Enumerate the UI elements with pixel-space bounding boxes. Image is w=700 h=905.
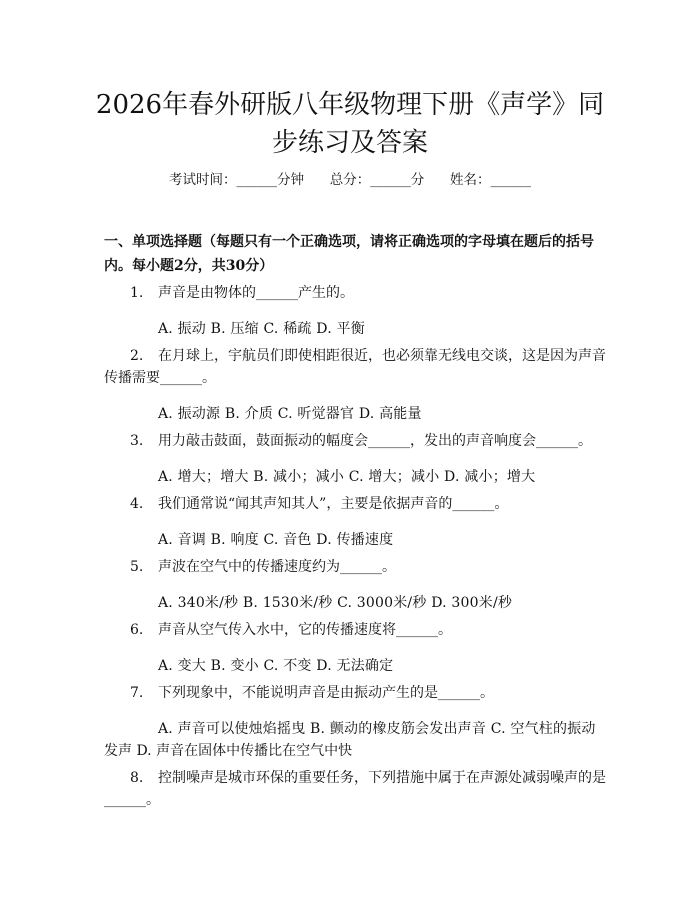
question-number: 8. <box>130 770 144 786</box>
question-number: 6. <box>130 622 144 638</box>
question-4-options: A. 音调 B. 响度 C. 音色 D. 传播速度 <box>158 532 394 548</box>
question-text: 我们通常说“闻其声知其人”，主要是依据声音的______。 <box>158 496 509 512</box>
section-heading-line1: 一、单项选择题（每题只有一个正确选项，请将正确选项的字母填在题后的括号 <box>104 234 594 250</box>
question-1-options: A. 振动 B. 压缩 C. 稀疏 D. 平衡 <box>158 321 365 337</box>
question-6-options: A. 变大 B. 变小 C. 不变 D. 无法确定 <box>158 658 394 674</box>
question-3-options: A. 增大；增大 B. 减小；减小 C. 增大；减小 D. 减小；增大 <box>158 469 536 485</box>
question-text: 声音从空气传入水中，它的传播速度将______。 <box>158 622 452 638</box>
question-text: 在月球上，宇航员们即使相距很近，也必须靠无线电交谈，这是因为声音 <box>158 348 606 364</box>
question-number: 7. <box>130 685 144 701</box>
question-8-continuation: ______。 <box>104 792 160 808</box>
question-number: 3. <box>130 433 144 449</box>
question-number: 1. <box>130 285 144 301</box>
question-text: 声波在空气中的传播速度约为______。 <box>158 559 396 575</box>
question-2-options: A. 振动源 B. 介质 C. 听觉器官 D. 高能量 <box>158 406 422 422</box>
question-text: 下列现象中，不能说明声音是由振动产生的是______。 <box>158 685 494 701</box>
question-7-options: A. 声音可以使烛焰摇曳 B. 颤动的橡皮筋会发出声音 C. 空气柱的振动 <box>158 721 596 737</box>
question-number: 2. <box>130 348 144 364</box>
document-title-line1: 2026年春外研版八年级物理下册《声学》同 <box>95 90 605 120</box>
document-title-line2: 步练习及答案 <box>271 128 428 158</box>
question-2-continuation: 传播需要______。 <box>104 370 216 386</box>
question-7-options-continuation: 发声 D. 声音在固体中传播比在空气中快 <box>104 743 353 759</box>
question-text: 用力敲击鼓面，鼓面振动的幅度会______，发出的声音响度会______。 <box>158 433 592 449</box>
section-heading-line2: 内。每小题2分，共30分） <box>104 258 274 274</box>
exam-meta-line: 考试时间：______分钟 总分：______分 姓名：______ <box>169 172 531 188</box>
question-text: 控制噪声是城市环保的重要任务，下列措施中属于在声源处减弱噪声的是 <box>158 770 606 786</box>
question-number: 4. <box>130 496 144 512</box>
question-5-options: A. 340米/秒 B. 1530米/秒 C. 3000米/秒 D. 300米/秒 <box>158 595 513 611</box>
question-number: 5. <box>130 559 144 575</box>
question-text: 声音是由物体的______产生的。 <box>158 285 354 301</box>
